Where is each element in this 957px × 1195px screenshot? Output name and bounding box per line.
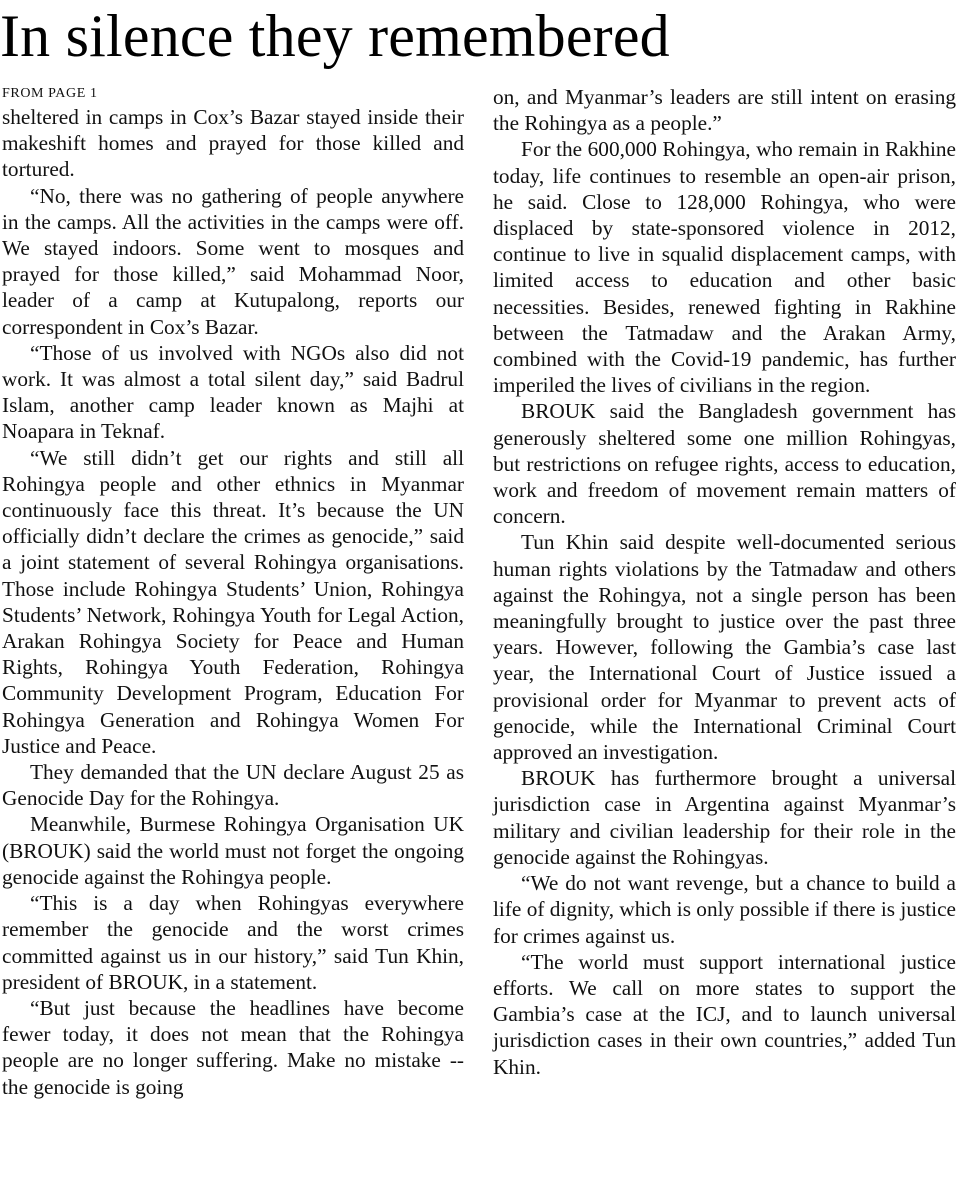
paragraph: “No, there was no gathering of people anywhere in the camps. All the activities in the camps were off. We stayed indoors. Some went to mosques and prayed for those killed,” said Mohammad Noor, leader of a camp at Kutupalong, reports our correspondent in Cox’s Bazar. [2,183,464,339]
headline: In silence they remembered [0,3,670,69]
paragraph: Meanwhile, Burmese Rohingya Organisation UK (BROUK) said the world must not forget the ongoing genocide against the Rohingya people. [2,812,464,889]
paragraph: “The world must support international justice efforts. We call on more states to support the Gambia’s case at the ICJ, and to launch universal jurisdiction cases in their own countries,” added Tun Khin. [493,949,956,1079]
paragraph: “But just because the headlines have become fewer today, it does not mean that the Rohingya people are no longer suffering. Make no mistake -- the genocide is going [2,995,464,1099]
paragraph: They demanded that the UN declare August 25 as Genocide Day for the Rohingya. [2,760,464,811]
paragraph: on, and Myanmar’s leaders are still intent on erasing the Rohingya as a people.” [493,85,956,136]
paragraph: For the 600,000 Rohingya, who remain in Rakhine today, life continues to resemble an open-air prison, he said. Close to 128,000 Rohingya, who were displaced by state-sponsored violence in 2012, continue to live in squalid displacement camps, with limited access to education and other basic necessities. Besides, renewed fighting in Rakhine between the Tatmadaw and the Arakan Army, combined with the Covid-19 pandemic, has further imperiled the lives of civilians in the region. [493,137,956,398]
paragraph: “Those of us involved with NGOs also did not work. It was almost a total silent day,” said Badrul Islam, another camp leader known as Majhi at Noapara in Teknaf. [2,340,464,444]
paragraph: sheltered in camps in Cox’s Bazar stayed inside their makeshift homes and prayed for those killed and tortured. [2,105,464,182]
paragraph: “We still didn’t get our rights and still all Rohingya people and other ethnics in Myanmar continuously face this threat. It’s because the UN officially didn’t declare the crimes as genocide,” said a joint statement of several Rohingya organisations. Those include Rohingya Students’ Union, Rohingya Students’ Network, Rohingya Youth for Legal Action, Arakan Rohingya Society for Peace and Human Rights, Rohingya Youth Federation, Rohingya Community Development Program, Education For Rohingya Generation and Rohingya Women For Justice and Peace. [2,445,464,758]
paragraph: BROUK said the Bangladesh government has generously sheltered some one million Rohingyas, but restrictions on refugee rights, access to education, work and freedom of movement remain matters of concern. [493,399,956,529]
paragraph: “This is a day when Rohingyas everywhere remember the genocide and the worst crimes committed against us in our history,” said Tun Khin, president of BROUK, in a statement. [2,891,464,994]
paragraph: BROUK has furthermore brought a universal jurisdiction case in Argentina against Myanmar’s military and civilian leadership for their role in the genocide against the Rohingyas. [493,766,956,869]
article-column-left [2,84,464,1100]
paragraph: “We do not want revenge, but a chance to build a life of dignity, which is only possible if there is justice for crimes against us. [493,871,956,948]
paragraph: Tun Khin said despite well-documented serious human rights violations by the Tatmadaw and others against the Rohingya, not a single person has been meaningfully brought to justice over the past three years. However, following the Gambia’s case last year, the International Court of Justice issued a provisional order for Myanmar to prevent acts of genocide, while the International Criminal Court approved an investigation. [493,530,956,765]
article-column-right [493,84,956,1080]
continuation-kicker: FROM PAGE 1 [2,86,98,101]
